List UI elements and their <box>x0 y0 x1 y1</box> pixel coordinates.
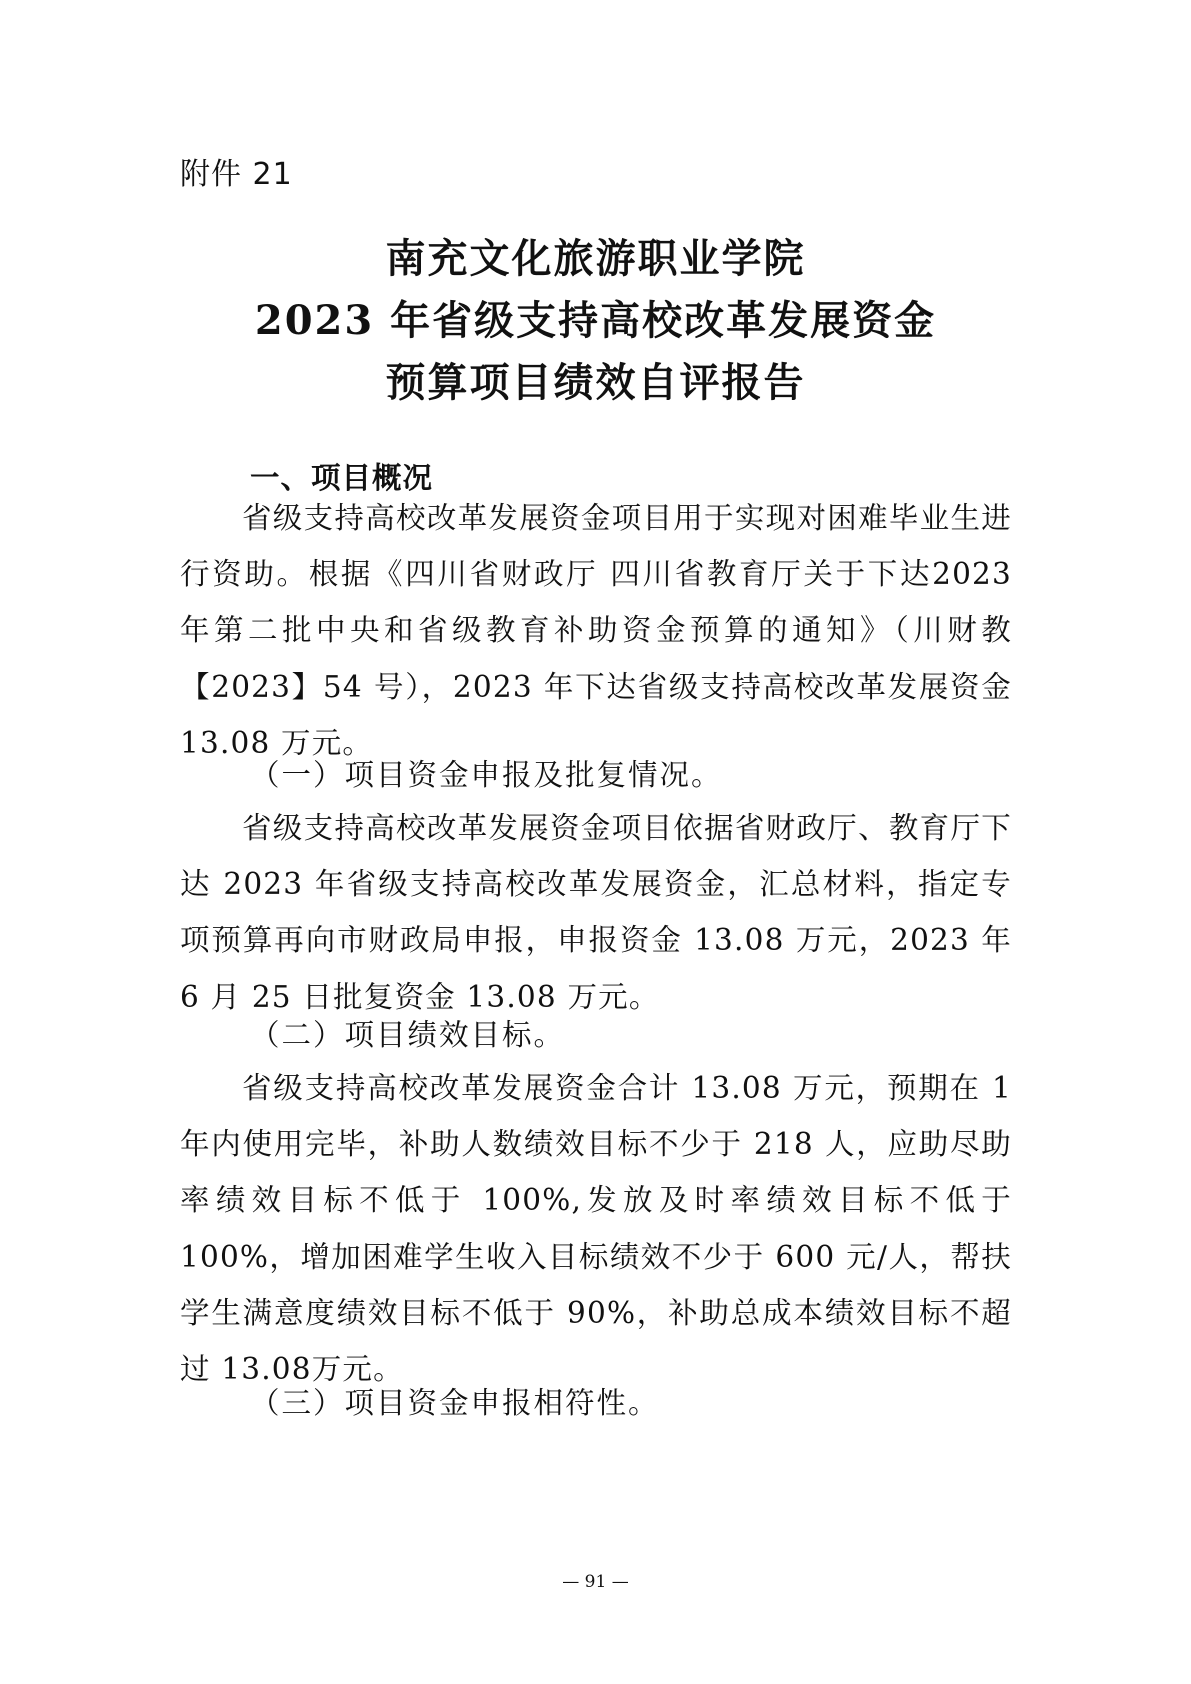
subsection-2-paragraph: 省级支持高校改革发展资金合计 13.08 万元，预期在 1年内使用完毕，补助人数绩效目标不少于 218 人，应助尽助率绩效目标不低于 100%,发放及时率绩效目标不低于 100%，增加困难学生收入目标绩效不少于 600 元/人，帮扶学生满意度绩效目标不低于 90%，补助总成本绩效目标不超过 13.08万元。 <box>180 1071 1012 1387</box>
title-line-1: 南充文化旅游职业学院 <box>385 235 806 282</box>
subsection-2-body <box>180 1060 1012 1397</box>
subsection-3-heading: （三）项目资金申报相符性。 <box>250 1386 660 1420</box>
section-1-heading: 一、项目概况 <box>250 461 434 495</box>
subsection-2-heading: （二）项目绩效目标。 <box>250 1018 566 1052</box>
subsection-1-heading: （一）项目资金申报及批复情况。 <box>250 758 723 792</box>
title-line-3: 预算项目绩效自评报告 <box>385 359 806 406</box>
report-title <box>0 228 1191 414</box>
section-1-intro <box>180 490 1012 771</box>
subsection-1-paragraph: 省级支持高校改革发展资金项目依据省财政厅、教育厅下达 2023 年省级支持高校改革发展资金，汇总材料，指定专项预算再向市财政局申报，申报资金 13.08 万元，2023 年6 月 25 日批复资金 13.08 万元。 <box>180 811 1012 1014</box>
title-line-2: 2023 年省级支持高校改革发展资金 <box>254 297 937 344</box>
subsection-1-body <box>180 800 1012 1025</box>
page-number: — 91 — <box>562 1572 629 1592</box>
intro-paragraph: 省级支持高校改革发展资金项目用于实现对困难毕业生进行资助。根据《四川省财政厅 四川省教育厅关于下达2023 年第二批中央和省级教育补助资金预算的通知》（川财教【2023】54 号），2023 年下达省级支持高校改革发展资金 13.08 万元。 <box>180 501 1012 760</box>
attachment-label: 附件 21 <box>180 157 293 192</box>
